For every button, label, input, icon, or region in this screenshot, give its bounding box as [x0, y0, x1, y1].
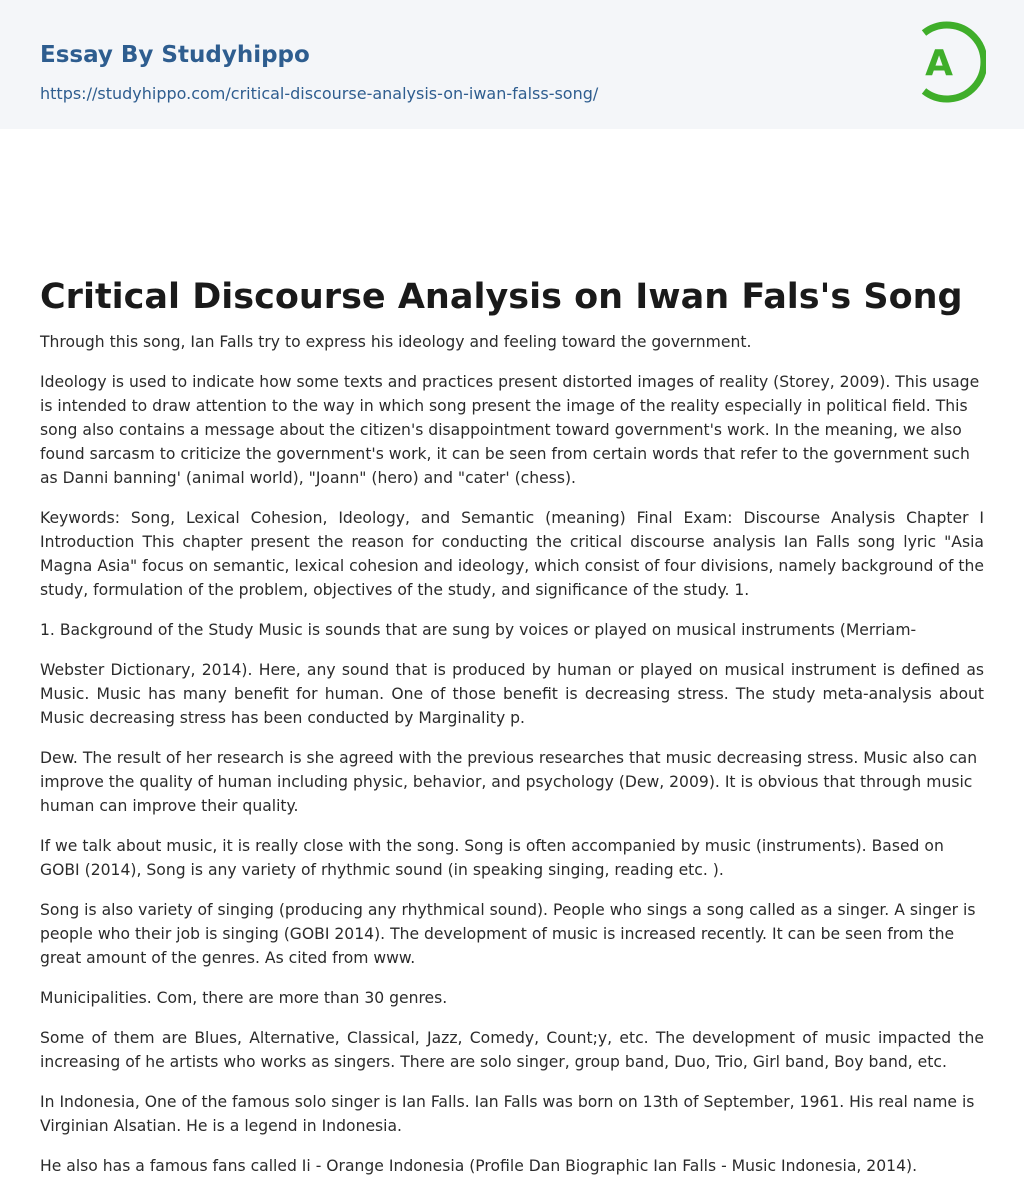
- paragraph: Ideology is used to indicate how some texts and practices present distorted images of reality (Storey, 2009). This usage is intended to draw attention to the way in which song present the image of the reality especially in political field. This song also contains a message about the citizen's disappointment toward government's work. In the meaning, we also found sarcasm to criticize the government's work, it can be seen from certain words that refer to the government such as Danni banning' (animal world), "Joann" (hero) and "cater' (chess).: [40, 373, 980, 487]
- paragraph: Webster Dictionary, 2014). Here, any sound that is produced by human or played on musical instrument is defined as Music. Music has many benefit for human. One of those benefit is decreasing stress. The study meta-analysis about Music decreasing stress has been conducted by Marginality p.: [40, 661, 984, 727]
- paragraph: Keywords: Song, Lexical Cohesion, Ideology, and Semantic (meaning) Final Exam: Discourse Analysis Chapter I Introduction This chapter present the reason for conducting the critical discourse analysis Ian Falls song lyric "Asia Magna Asia" focus on semantic, lexical cohesion and ideology, which consist of four divisions, namely background of the study, formulation of the problem, objectives of the study, and significance of the study. 1.: [40, 509, 984, 599]
- paragraph: Some of them are Blues, Alternative, Classical, Jazz, Comedy, Count;y, etc. The development of music impacted the increasing of he artists who works as singers. There are solo singer, group band, Duo, Trio, Girl band, Boy band, etc.: [40, 1029, 984, 1071]
- site-brand[interactable]: Essay By Studyhippo: [40, 42, 310, 68]
- site-header: [0, 0, 1024, 129]
- essay-url-link[interactable]: https://studyhippo.com/critical-discourse-analysis-on-iwan-falss-song/: [40, 84, 599, 103]
- paragraph: Dew. The result of her research is she agreed with the previous researches that music decreasing stress. Music also can improve the quality of human including physic, behavior, and psychology (Dew, 2009). It is obvious that through music human can improve their quality.: [40, 749, 978, 815]
- article: [0, 129, 1024, 1178]
- paragraph: He also has a famous fans called Ii - Orange Indonesia (Profile Dan Biographic Ian Falls - Music Indonesia, 2014).: [40, 1157, 918, 1175]
- paragraph: Municipalities. Com, there are more than 30 genres.: [40, 989, 448, 1007]
- paragraph: In Indonesia, One of the famous solo singer is Ian Falls. Ian Falls was born on 13th of September, 1961. His real name is Virginian Alsatian. He is a legend in Indonesia.: [40, 1093, 975, 1135]
- article-title: Critical Discourse Analysis on Iwan Fals's Song: [40, 277, 963, 317]
- paragraph: Song is also variety of singing (producing any rhythmical sound). People who sings a song called as a singer. A singer is people who their job is singing (GOBI 2014). The development of music is increased recently. It can be seen from the great amount of the genres. As cited from www.: [40, 901, 976, 967]
- paragraph: 1. Background of the Study Music is sounds that are sung by voices or played on musical instruments (Merriam-: [40, 621, 917, 639]
- logo-letter: A: [925, 43, 953, 84]
- article-body: [40, 330, 984, 1178]
- paragraph: Through this song, Ian Falls try to express his ideology and feeling toward the government.: [40, 333, 752, 351]
- paragraph: If we talk about music, it is really close with the song. Song is often accompanied by music (instruments). Based on GOBI (2014), Song is any variety of rhythmic sound (in speaking singing, reading etc. ).: [40, 837, 944, 879]
- studyhippo-logo-icon[interactable]: [912, 18, 986, 106]
